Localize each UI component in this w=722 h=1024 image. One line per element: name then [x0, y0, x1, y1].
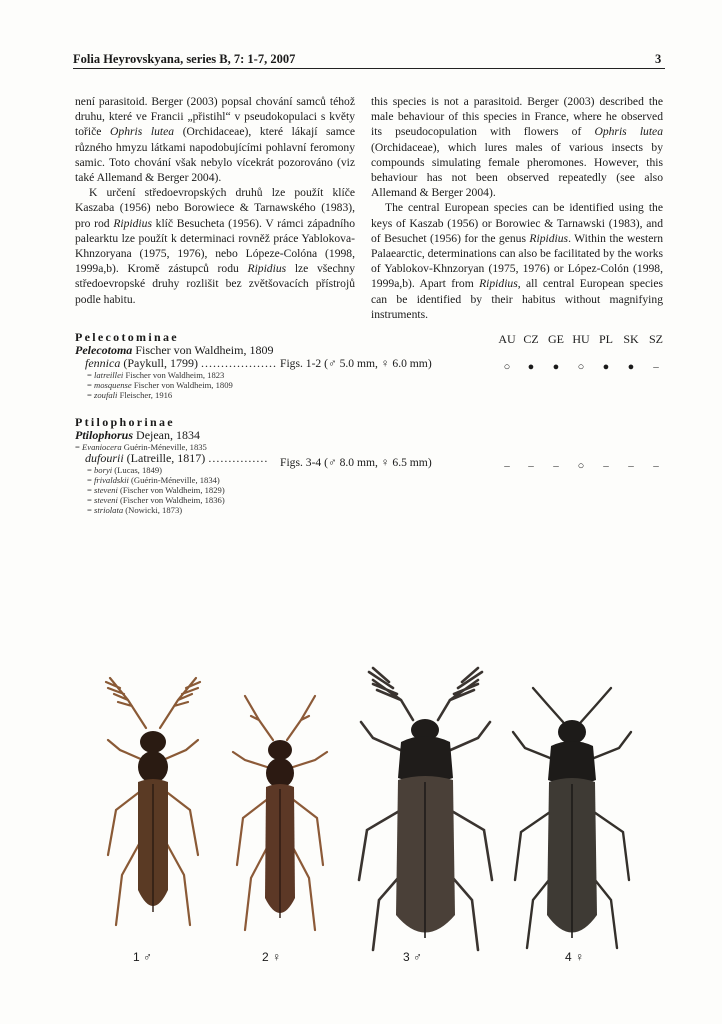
country-code: CZ	[523, 332, 539, 346]
subfamily-name: Pelecotominae	[75, 330, 179, 344]
country-code: PL	[598, 332, 613, 346]
czech-paragraph-1: není parasitoid. Berger (2003) popsal chování samců téhož druhu, které ve Francii „přistihl“ v pseudokopulaci s květy tořiče Ophris lutea (Orchidaceae), které lákají samce různého hmyzu látkami napodobujícími pohlavní feromony samic. Toto chování však nebylo vícekrát pozorováno (viz také Allemand & Berger 2004).	[75, 95, 356, 185]
beetle-figure-4	[497, 660, 647, 960]
synonym: = steveni (Fischer von Waldheim, 1836)	[87, 495, 225, 505]
distribution-mark: ○	[577, 460, 585, 472]
english-text-column	[371, 94, 663, 322]
leader-dots: ...............	[208, 451, 269, 465]
figure-label: 2 ♀	[262, 950, 282, 964]
genus-author: Fischer von Waldheim, 1809	[135, 343, 274, 357]
figure-label: 3 ♂	[403, 950, 423, 964]
synonym: = mosquense Fischer von Waldheim, 1809	[87, 380, 233, 390]
distribution-mark: ●	[602, 361, 610, 373]
synonym: = latreillei Fischer von Waldheim, 1823	[87, 370, 225, 380]
figure-label: 4 ♀	[565, 950, 585, 964]
synonym: = striolata (Nowicki, 1873)	[87, 505, 183, 515]
genus-synonym: = Evaniocera Guérin-Méneville, 1835	[75, 442, 207, 452]
english-paragraph-1: this species is not a parasitoid. Berger (2003) described the male behaviour of this species in France, where he observed its pseudocopulation with flowers of Ophris lutea (Orchidaceae), which lures males of various insects by compounds simulating female pheromones. However, this behaviour has not been observed repeatedly (see also Allemand & Berger 2004).	[371, 95, 663, 200]
english-paragraph-2: The central European species can be identified using the keys of Kaszab (1956) or Borowiec & Tarnawski (1983), and of Besuchet (1956) for the genus Ripidius. Within the western Palaearctic, determinations can also be facilitated by the works of Yablokov-Khnzoryan (1975, 1976) or López-Colón (1998, 1999a,b). Apart from Ripidius, all central European species can be identified by their habitus without magnifying instruments.	[371, 201, 664, 321]
country-code: HU	[572, 332, 590, 346]
figure-label: 1 ♂	[133, 950, 153, 964]
leader-dots: ...................	[201, 356, 277, 370]
genus-name: Ptilophorus	[75, 428, 134, 442]
distribution-mark: –	[603, 460, 609, 472]
distribution-mark: –	[653, 460, 659, 472]
country-code: GE	[548, 332, 564, 346]
distribution-mark: ○	[577, 361, 585, 373]
beetle-figure-1	[88, 660, 218, 945]
subfamily-name: Ptilophorinae	[75, 415, 175, 429]
running-header: Folia Heyrovskyana, series B, 7: 1-7, 2007	[73, 52, 296, 66]
czech-paragraph-2: K určení středoevropských druhů lze použít klíče Kaszaba (1956) nebo Borowiece & Tarnawského (1983), pro rod Ripidius klíč Besucheta (1956). V rámci západního palearktu lze použít k determinaci rovněž práce Yablokova-Khnzoryana (1975, 1976), nebo Lópeze-Colóna (1998, 1999a,b). Kromě zástupců rodu Ripidius lze všechny středoevropské druhy rozlišit bez zvětšovacích přístrojů podle habitu.	[75, 186, 355, 306]
species-name: fennica	[85, 356, 121, 370]
species-author: (Latreille, 1817)	[126, 451, 206, 465]
genus-line	[75, 429, 268, 442]
synonym: = steveni (Fischer von Waldheim, 1829)	[87, 485, 225, 495]
distribution-mark: –	[653, 361, 659, 373]
distribution-mark: ○	[503, 361, 511, 373]
synonym: = zoufali Fleischer, 1916	[87, 390, 173, 400]
figure-reference: Figs. 3-4 (♂ 8.0 mm, ♀ 6.5 mm)	[280, 456, 432, 469]
czech-text-column	[75, 94, 355, 307]
taxon-block-ptilophorinae	[75, 416, 268, 515]
figure-reference: Figs. 1-2 (♂ 5.0 mm, ♀ 6.0 mm)	[280, 357, 432, 370]
distribution-mark: ●	[527, 361, 535, 373]
taxon-block-pelecotominae	[75, 331, 277, 400]
synonym: = boryi (Lucas, 1849)	[87, 465, 163, 475]
country-code: AU	[498, 332, 516, 346]
country-code: SZ	[648, 332, 663, 346]
page-number: 3	[655, 52, 662, 66]
country-code: SK	[623, 332, 639, 346]
genus-name: Pelecotoma	[75, 343, 133, 357]
genus-author: Dejean, 1834	[136, 428, 201, 442]
distribution-mark: –	[528, 460, 534, 472]
distribution-mark: –	[553, 460, 559, 472]
species-author: (Paykull, 1799)	[123, 356, 198, 370]
species-line	[75, 357, 277, 370]
distribution-mark: ●	[627, 361, 635, 373]
beetle-figure-2	[215, 660, 345, 945]
distribution-mark: –	[628, 460, 634, 472]
distribution-mark: ●	[552, 361, 560, 373]
beetle-figure-3	[343, 660, 508, 960]
species-line	[75, 452, 268, 465]
header-rule	[73, 68, 665, 69]
synonym: = frivaldskii (Guérin-Méneville, 1834)	[87, 475, 220, 485]
species-name: dufourii	[85, 451, 124, 465]
distribution-mark: –	[504, 460, 510, 472]
